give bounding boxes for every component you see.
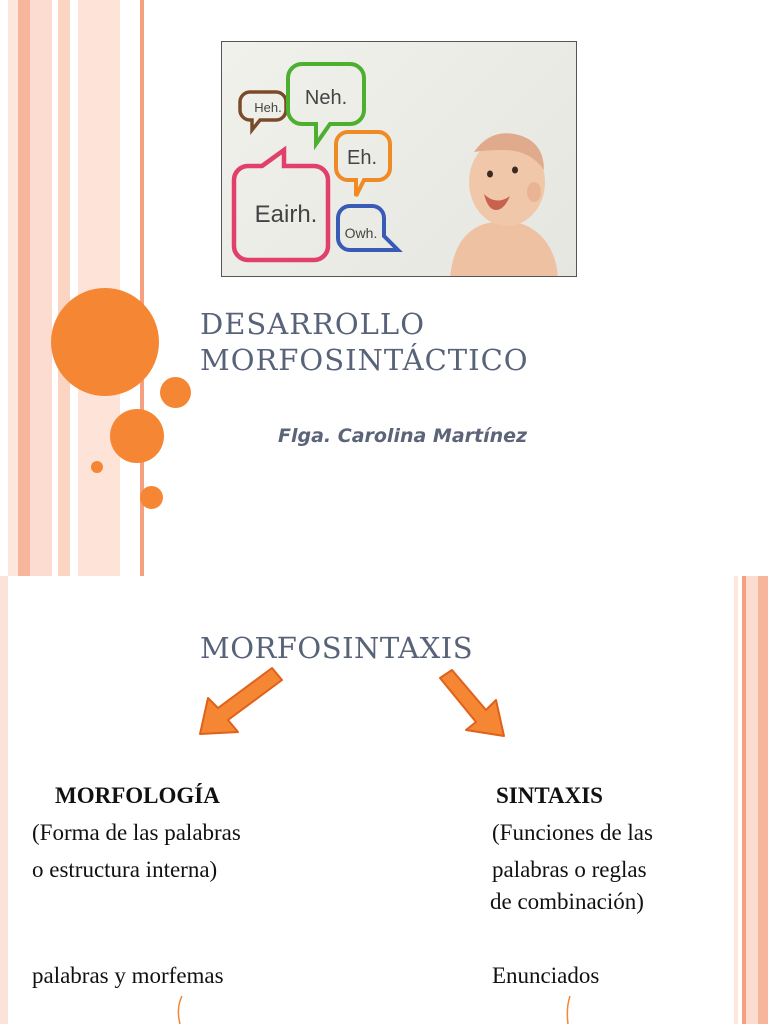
baby-figure bbox=[450, 133, 558, 277]
speech-bubble-owh bbox=[338, 206, 398, 250]
bubble-text: Eh. bbox=[346, 147, 378, 169]
connector-line bbox=[170, 996, 190, 1024]
speech-bubble-eairh bbox=[234, 150, 328, 260]
bubble-text: Eairh. bbox=[254, 201, 318, 228]
speech-bubble-eh bbox=[336, 132, 390, 196]
sintaxis-result: Enunciados bbox=[492, 963, 600, 988]
decorative-stripe bbox=[8, 0, 146, 576]
bubble-text: Owh. bbox=[344, 225, 378, 241]
sintaxis-desc-line-3: de combinación) bbox=[490, 889, 644, 914]
title-line-2: MORFOSINTÁCTICO bbox=[200, 343, 529, 377]
decorative-edge bbox=[0, 576, 8, 1024]
author-name: Flga. Carolina Martínez bbox=[278, 425, 528, 447]
decorative-stripe bbox=[734, 576, 768, 1024]
bubble-text: Heh. bbox=[254, 100, 282, 115]
connector-line bbox=[560, 996, 580, 1024]
morfologia-desc-line-1: (Forma de las palabras bbox=[32, 820, 241, 845]
decorative-circle bbox=[110, 409, 164, 463]
speech-bubble-heh bbox=[240, 92, 286, 130]
sintaxis-desc-line-2: palabras o reglas bbox=[492, 857, 647, 882]
presentation-title bbox=[200, 306, 529, 378]
decorative-circle-large bbox=[51, 288, 159, 396]
morfologia-result: palabras y morfemas bbox=[32, 963, 224, 988]
arrow-down-right-icon bbox=[436, 666, 510, 740]
sintaxis-desc-line-1: (Funciones de las bbox=[492, 820, 653, 845]
decorative-circle-tiny bbox=[91, 461, 103, 473]
decorative-circle bbox=[140, 486, 163, 509]
morfologia-heading: MORFOLOGÍA bbox=[55, 783, 220, 808]
decorative-circle bbox=[160, 377, 191, 408]
photo-illustration bbox=[222, 42, 577, 277]
sintaxis-heading: SINTAXIS bbox=[496, 783, 603, 808]
baby-speech-bubbles-image bbox=[221, 41, 577, 277]
morfologia-desc-line-2: o estructura interna) bbox=[32, 857, 218, 882]
slide-title: MORFOSINTAXIS bbox=[200, 631, 474, 665]
arrow-down-left-icon bbox=[196, 664, 286, 736]
content-slide bbox=[0, 576, 768, 1024]
bubble-text: Neh. bbox=[304, 87, 348, 109]
title-line-1: DESARROLLO bbox=[200, 307, 425, 341]
